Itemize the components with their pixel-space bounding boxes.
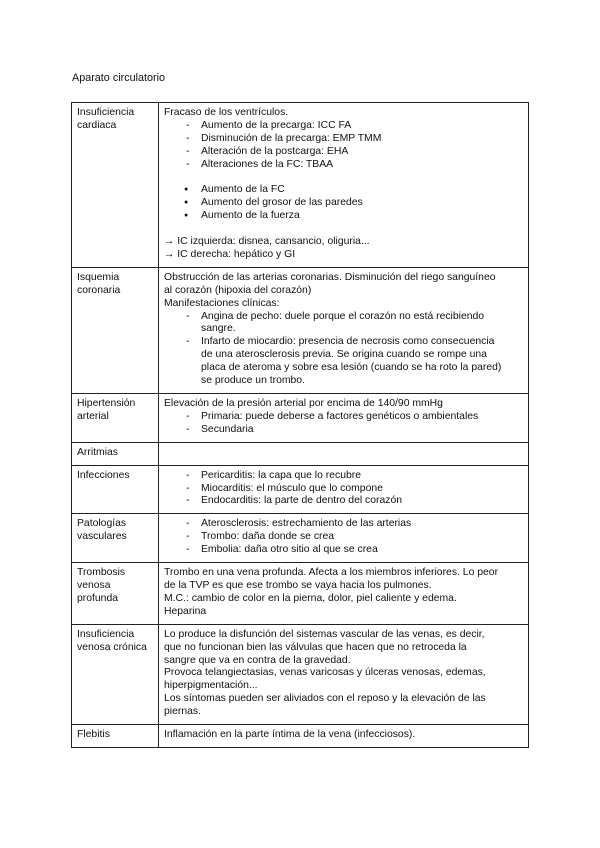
term-line: Arritmias [77,446,118,458]
term-line: arterial [77,410,109,422]
description-cell [159,442,529,465]
list-item: - Secundaria [164,424,523,437]
table-row [72,624,529,724]
term-line: Insuficiencia [77,628,135,640]
description-line: Trombo en una vena profunda. Afecta a los miembros inferiores. Lo peor [164,567,499,579]
table-row [72,725,529,748]
term-cell [72,624,159,724]
dash-list [164,470,523,509]
description-line: que no funcionan bien las válvulas que hacen que no retroceda la [164,641,467,653]
list-item: - Primaria: puede deberse a factores genéticos o ambientales [164,411,523,424]
description-line: al corazón (hipoxia del corazón) [164,284,312,296]
term-line: Insuficiencia [77,107,135,118]
list-item-line: placa de ateroma y sobre esa lesión (cuando se ha roto la pared) [201,362,502,374]
list-item: - Alteración de la postcarga: EHA [164,146,523,159]
list-item-line: - Angina de pecho: duele porque el corazón no está recibiendo [201,310,485,322]
term-line: venosa [77,579,111,591]
list-item: - Endocarditis: la parte de dentro del corazón [164,495,523,508]
list-item [164,336,523,388]
description-line: Inflamación en la parte íntima de la vena (infecciosos). [164,729,416,741]
term-line: Isquemia [77,271,120,283]
description-line: piernas. [164,706,201,718]
document-title: Aparato circulatorio [72,72,166,84]
description-line: Lo produce la disfunción del sistemas vascular de las venas, es decir, [164,628,485,640]
table-row [72,442,529,465]
list-item: - Aterosclerosis: estrechamiento de las arterias [164,518,523,531]
list-item: - Alteraciones de la FC: TBAA [164,159,523,172]
description-cell [159,103,529,268]
list-item: - Disminución de la precarga: EMP TMM [164,133,523,146]
description-cell [159,394,529,443]
list-item: ● Aumento de la FC [164,184,523,197]
list-item: - Miocarditis: el músculo que lo compone [164,483,523,496]
term-line: vasculares [77,531,127,543]
term-cell [72,394,159,443]
description-line: → IC izquierda: disnea, cansancio, oliguria... [164,236,370,248]
description-cell [159,624,529,724]
term-cell [72,514,159,563]
term-cell [72,442,159,465]
description-line: Obstrucción de las arterias coronarias. Disminución del riego sanguíneo [164,271,496,283]
term-line: profunda [77,592,119,604]
list-item-line: de una aterosclerosis previa. Se origina cuando se rompe una [201,349,487,361]
description-line: Elevación de la presión arterial por encima de 140/90 mmHg [164,398,443,409]
term-line: Flebitis [77,729,110,741]
description-line: de la TVP es que ese trombo se vaya hacia los pulmones. [164,579,432,591]
circulatory-table [71,102,529,748]
table-row [72,394,529,443]
term-line: Patologías [77,518,127,530]
term-cell [72,465,159,514]
term-line: Trombosis [77,567,126,579]
description-cell [159,725,529,748]
description-line: Heparina [164,605,207,617]
list-item-line: sangre. [201,323,236,335]
term-line: Hipertensión [77,398,136,409]
list-item-line: - Infarto de miocardio: presencia de necrosis como consecuencia [201,336,495,348]
description-cell [159,465,529,514]
description-cell [159,563,529,625]
bullet-list [164,184,523,223]
list-item-line: se produce un trombo. [201,375,305,387]
list-item: - Aumento de la precarga: ICC FA [164,120,523,133]
list-item: - Pericarditis: la capa que lo recubre [164,470,523,483]
description-line: Manifestaciones clínicas: [164,297,280,309]
table-row [72,514,529,563]
description-cell [159,267,529,393]
list-item: - Trombo: daña donde se crea [164,531,523,544]
description-line: hiperpigmentación... [164,680,258,692]
dash-list [164,120,523,172]
table-row [72,465,529,514]
description-line: sangre que va en contra de la gravedad. [164,654,351,666]
term-line: venosa crónica [77,641,147,653]
term-line: Infecciones [77,469,130,481]
list-item: ● Aumento del grosor de las paredes [164,197,523,210]
dash-list [164,311,523,388]
description-cell [159,514,529,563]
description-line: Fracaso de los ventrículos. [164,107,289,118]
list-item [164,311,523,337]
description-line: → IC derecha: hepático y GI [164,248,296,260]
description-line: Los síntomas pueden ser aliviados con el reposo y la elevación de las [164,693,486,705]
term-cell [72,267,159,393]
list-item: ● Aumento de la fuerza [164,210,523,223]
term-cell [72,725,159,748]
description-line: M.C.: cambio de color en la pierna, dolor, piel caliente y edema. [164,592,457,604]
term-cell [72,103,159,268]
description-line: Provoca telangiectasias, venas varicosas y úlceras venosas, edemas, [164,667,486,679]
table-row [72,267,529,393]
dash-list [164,411,523,437]
term-line: cardiaca [77,119,117,131]
term-line: coronaria [77,284,121,296]
list-item: - Embolia: daña otro sitio al que se crea [164,544,523,557]
term-cell [72,563,159,625]
table-row [72,563,529,625]
table-row [72,103,529,268]
dash-list [164,518,523,557]
